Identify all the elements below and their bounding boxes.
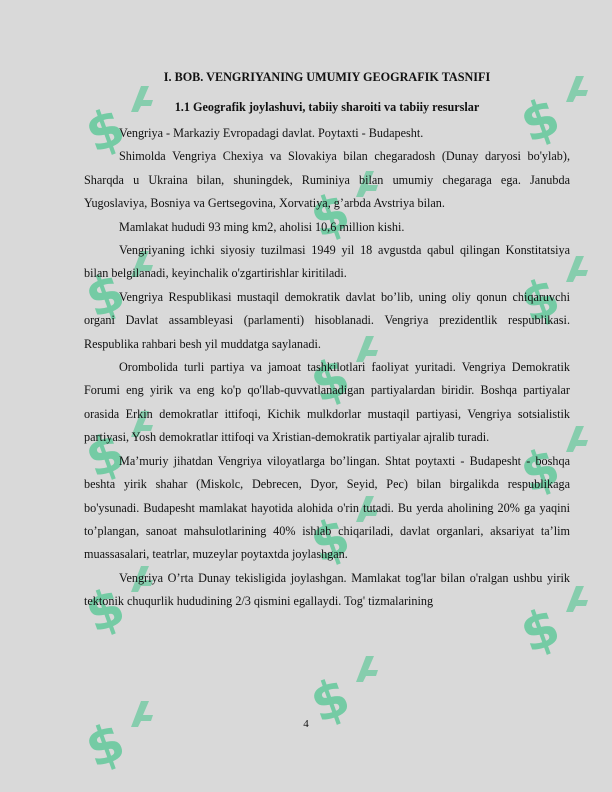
section-title: 1.1 Geografik joylashuvi, tabiiy sharoiti va tabiiy resurslar — [174, 100, 480, 114]
svg-text:$: $ — [83, 100, 127, 160]
svg-text:$: $ — [83, 425, 127, 485]
paragraph: Vengriya O’rta Dunay tekisligida joylashgan. Mamlakat tog'lar bilan o'ralgan ushbu yirik tektonik chuqurlik hududining 2/3 qismini egallaydi. Tog' tizmalarining — [84, 570, 570, 609]
svg-text:$: $ — [518, 600, 562, 660]
svg-text:$: $ — [83, 265, 127, 325]
svg-text:$: $ — [83, 715, 127, 775]
svg-text:$: $ — [308, 350, 352, 410]
paragraph: Vengriyaning ichki siyosiy tuzilmasi 1949 yil 18 avgustda qabul qilingan Konstitatsiya bilan belgilanadi, keyinchalik o'zgartirishlar kiritiladi. — [84, 243, 570, 281]
svg-text:$: $ — [518, 440, 562, 500]
svg-text:$: $ — [308, 185, 352, 245]
page-number: 4 — [303, 718, 309, 730]
paragraph: Shimolda Vengriya Chexiya va Slovakiya bilan chegaradosh (Dunay daryosi bo'ylab), Sharqda u Ukraina bilan, shuningdek, Ruminiya bilan umumiy chegaraga ega. Janubda Yugoslaviya, Bosniya va Gertsegovina, Xorvatiya, g’arbda Avstriya bilan. — [84, 149, 570, 211]
svg-text:$: $ — [518, 270, 562, 330]
svg-text:$: $ — [518, 90, 562, 150]
paragraph: Ma’muriy jihatdan Vengriya viloyatlarga bo’lingan. Shtat poytaxti - Budapesht - boshqa beshta yirik shahar (Miskolc, Debrecen, Dyor, Seyid, Pec) bilan birgalikda respublikaga bo'ysunadi. Budapesht mamlakat hayotida alohida o'rin tutadi. Bu yerda aholining 20% ga yaqini to’plangan, sanoat mahsulotlarining 40% ishlab chiqariladi, davlat organlari, aksariyat ta’lim muassasalari, teatrlar, muzeylar poytaxtda joylashgan. — [84, 453, 570, 562]
page-content — [84, 62, 570, 614]
svg-text:$: $ — [308, 510, 352, 570]
paragraph: Vengriya Respublikasi mustaqil demokratik davlat bo’lib, uning oliy qonun chiqaruvchi organi Davlat assambleyasi (parlamenti) hisoblanadi. Vengriya prezidentlik respublikasi. Respublika rahbari besh yil muddatga saylanadi. — [84, 289, 570, 351]
svg-text:$: $ — [308, 670, 352, 730]
chapter-title: I. BOB. VENGRIYANING UMUMIY GEOGRAFIK TASNIFI — [163, 70, 491, 84]
watermark-mark-icon — [352, 652, 382, 686]
paragraph: Vengriya - Markaziy Evropadagi davlat. Poytaxti - Budapesht. — [119, 126, 424, 140]
paragraph: Mamlakat hududi 93 ming km2, aholisi 10,6 million kishi. — [119, 219, 405, 234]
svg-text:$: $ — [83, 580, 127, 640]
paragraph: Orombolida turli partiya va jamoat tashkilotlari faoliyat yuritadi. Vengriya Demokratik Forumi eng yirik va eng ko'p qo'llab-quvvatlanadigan partiyalardan biridir. Boshqa partiyalar orasida Erkin demokratlar ittifoqi, Kichik mulkdorlar mustaqil partiyasi, Vengriya sotsialistik partiyasi, Yosh demokratlar ittifoqi va Xristian-demokratik partiyalar ajralib turadi. — [84, 360, 570, 445]
